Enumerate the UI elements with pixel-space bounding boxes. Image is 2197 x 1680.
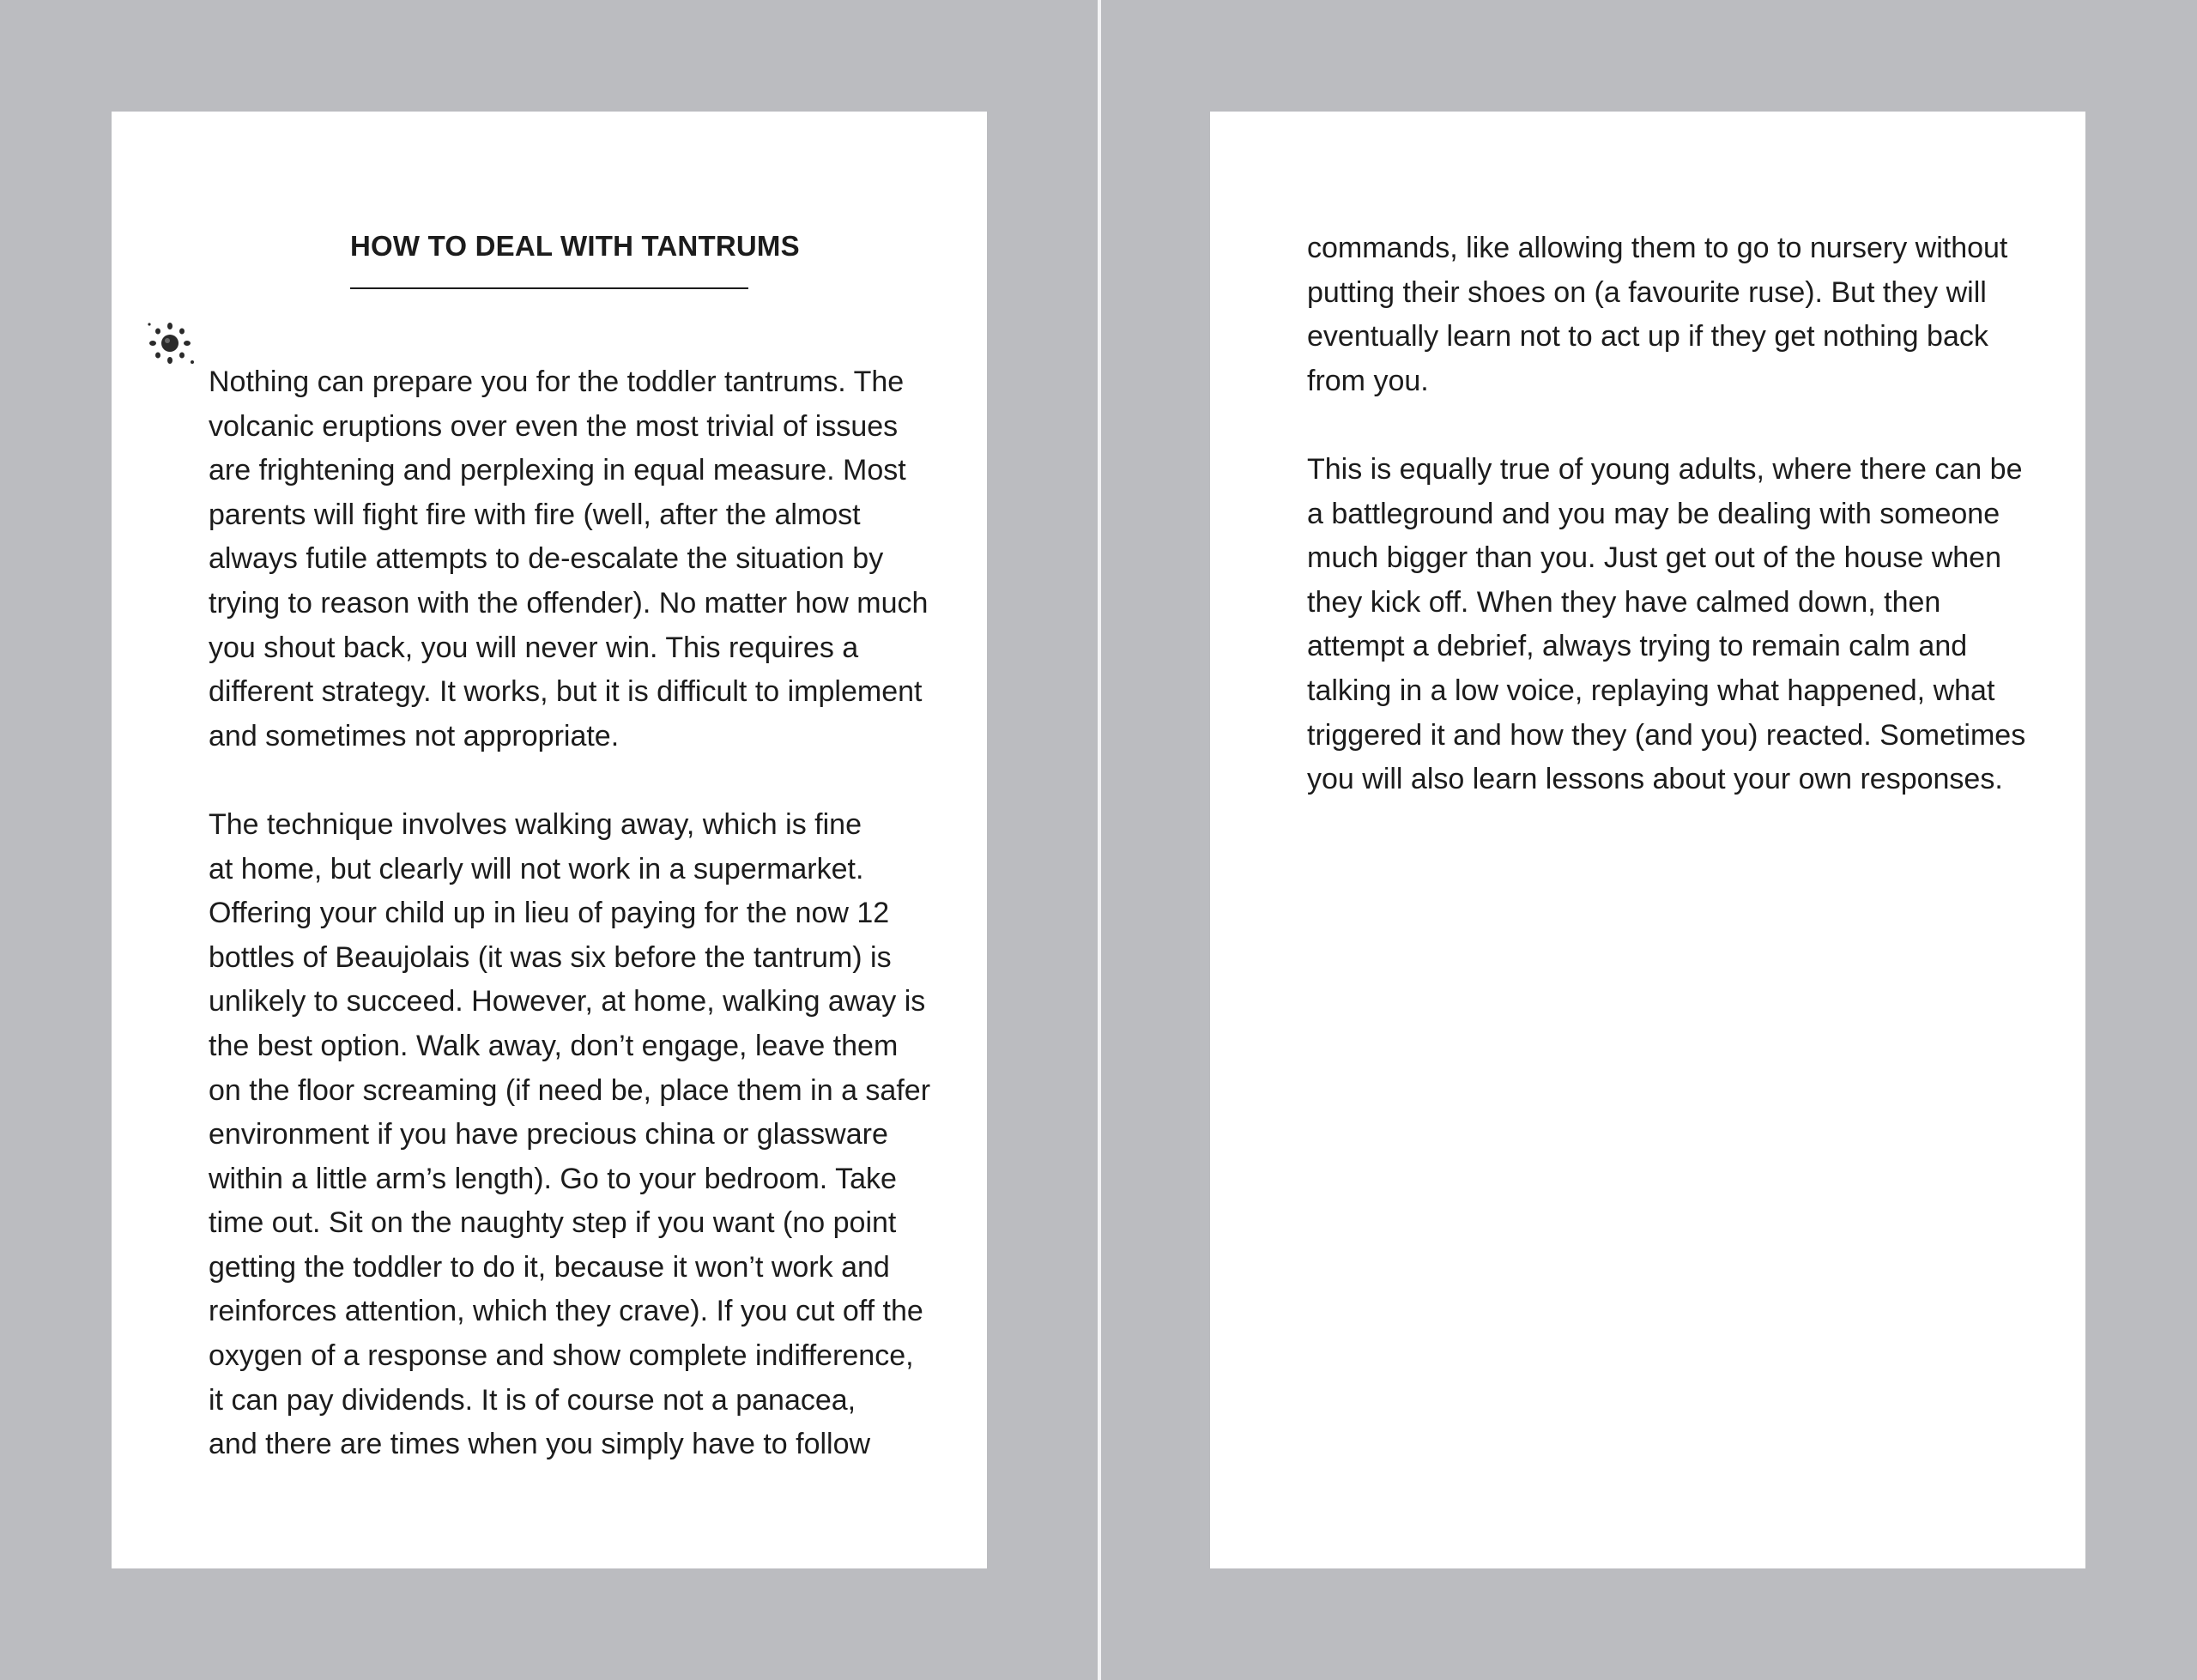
text-line: The technique involves walking away, which is fine [209, 807, 862, 841]
text-line: time out. Sit on the naughty step if you want (no point [209, 1206, 897, 1240]
text-line: it can pay dividends. It is of course not a panacea, [209, 1383, 856, 1417]
text-line: Nothing can prepare you for the toddler tantrums. The [209, 366, 905, 398]
text-line: within a little arm’s length). Go to your bedroom. Take [209, 1162, 897, 1195]
paragraph-break [1307, 403, 2037, 448]
text-line: they kick off. When they have calmed down, then [1307, 585, 1941, 619]
text-line: are frightening and perplexing in equal measure. Most [209, 454, 906, 487]
text-line: at home, but clearly will not work in a supermarket. [209, 852, 864, 885]
text-line: environment if you have precious china or glassware [209, 1118, 888, 1151]
text-line: you shout back, you will never win. This requires a [209, 631, 859, 664]
chapter-title: HOW TO DEAL WITH TANTRUMS [350, 230, 800, 262]
left-body-text [209, 360, 938, 1467]
text-line: unlikely to succeed. However, at home, walking away is [209, 985, 926, 1018]
left-page [112, 112, 987, 1568]
text-line: a battleground and you may be dealing with someone [1307, 497, 2000, 530]
text-line: and sometimes not appropriate. [209, 719, 620, 752]
text-line: putting their shoes on (a favourite ruse). But they will [1307, 275, 1987, 309]
text-line: volcanic eruptions over even the most trivial of issues [209, 409, 899, 443]
paragraph-break [209, 758, 938, 803]
text-line: much bigger than you. Just get out of the house when [1307, 541, 2001, 575]
text-line: commands, like allowing them to go to nursery without [1307, 232, 2008, 264]
text-line: eventually learn not to act up if they get nothing back [1307, 320, 1988, 354]
right-page [1210, 112, 2085, 1568]
text-line: the best option. Walk away, don’t engage, leave them [209, 1029, 899, 1062]
text-line: attempt a debrief, always trying to remain calm and [1307, 630, 1968, 663]
text-line: talking in a low voice, replaying what happened, what [1307, 674, 1995, 707]
text-line: Offering your child up in lieu of paying for the now 12 [209, 897, 890, 930]
text-line: getting the toddler to do it, because it won’t work and [209, 1250, 890, 1284]
text-line: always futile attempts to de-escalate the situation by [209, 542, 884, 576]
sun-ornament-icon [144, 317, 196, 369]
text-line: trying to reason with the offender). No matter how much [209, 586, 929, 619]
text-line: and there are times when you simply have to follow [209, 1428, 871, 1461]
text-line: bottles of Beaujolais (it was six before the tantrum) is [209, 940, 892, 974]
text-line: parents will fight fire with fire (well, after the almost [209, 498, 861, 531]
text-line: different strategy. It works, but it is difficult to implement [209, 675, 923, 709]
title-underline [350, 287, 748, 289]
text-line: triggered it and how they (and you) reacted. Sometimes [1307, 718, 2026, 752]
right-body-text [1307, 227, 2037, 802]
text-line: from you. [1307, 364, 1429, 397]
text-line: on the floor screaming (if need be, place them in a safer [209, 1073, 931, 1107]
spread-gutter [1098, 0, 1101, 1680]
text-line: reinforces attention, which they crave). If you cut off the [209, 1295, 923, 1328]
text-line: This is equally true of young adults, where there can be [1307, 452, 2023, 486]
text-line: you will also learn lessons about your own responses. [1307, 763, 2003, 796]
text-line: oxygen of a response and show complete indifference, [209, 1339, 914, 1373]
